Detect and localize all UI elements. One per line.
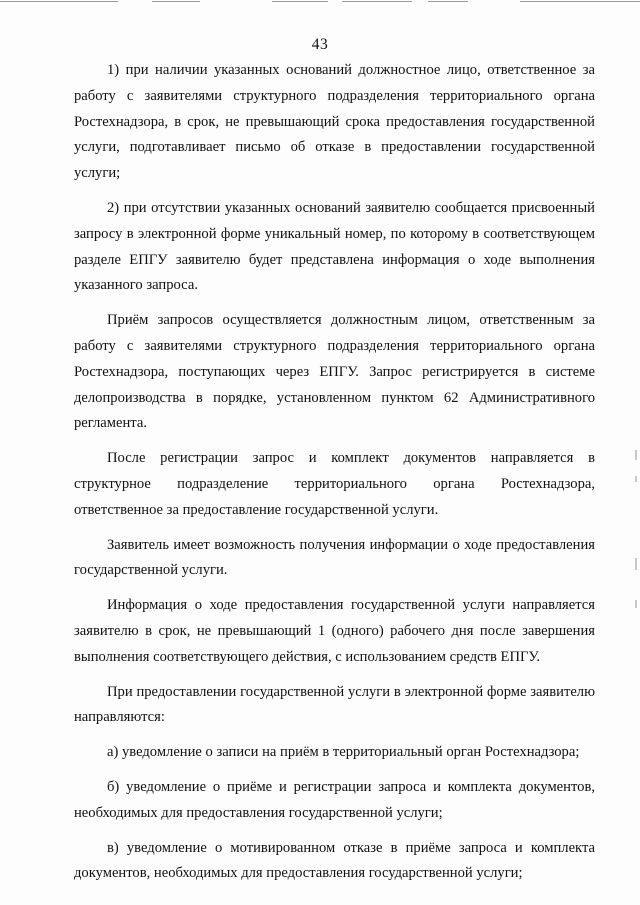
paragraph-applicant-info: Заявитель имеет возможность получения информации о ходе предоставления государственной услуги. [74, 536, 595, 579]
paragraph-notification-c: в) уведомление о мотивированном отказе в приёме запроса и комплекта документов, необходимых для предоставления государственной услуги; [74, 839, 595, 882]
page-number: 43 [311, 36, 329, 53]
paragraph-request-intake: Приём запросов осуществляется должностным лицом, ответственным за работу с заявителями структурного подразделения территориального органа Ростехнадзора, поступающих через ЕПГУ. Запрос регистрируется в системе делопроизводства в порядке, установленном пунктом 62 Административного регламента. [74, 312, 595, 432]
paragraph-item-2: 2) при отсутствии указанных оснований заявителю сообщается присвоенный запросу в электронной форме уникальный номер, по которому в соответствующем разделе ЕПГУ заявителю будет представлена информация о ходе выполнения указанного запроса. [74, 199, 595, 294]
paragraph-after-registration: После регистрации запрос и комплект документов направляется в структурное подразделение территориального органа Ростехнадзора, ответственное за предоставление государственной услуги. [74, 450, 595, 518]
paragraph-info-deadline: Информация о ходе предоставления государственной услуги направляется заявителю в срок, не превышающий 1 (одного) рабочего дня после завершения выполнения соответствующего действия, с использованием средств ЕПГУ. [74, 597, 595, 665]
document-body [74, 58, 595, 887]
paragraph-notifications-intro: При предоставлении государственной услуги в электронной форме заявителю направляются: [74, 683, 595, 726]
paragraph-item-1: 1) при наличии указанных оснований должностное лицо, ответственное за работу с заявителями структурного подразделения территориального органа Ростехнадзора, в срок, не превышающий срока предоставления государственной услуги, подготавливает письмо об отказе в предоставлении государственной услуги; [74, 62, 595, 182]
top-scan-border [0, 0, 640, 4]
scan-edge-marks [635, 450, 637, 650]
paragraph-notification-b: б) уведомление о приёме и регистрации запроса и комплекта документов, необходимых для предоставления государственной услуги; [74, 778, 595, 821]
paragraph-notification-a: а) уведомление о записи на приём в территориальный орган Ростехнадзора; [107, 744, 580, 761]
